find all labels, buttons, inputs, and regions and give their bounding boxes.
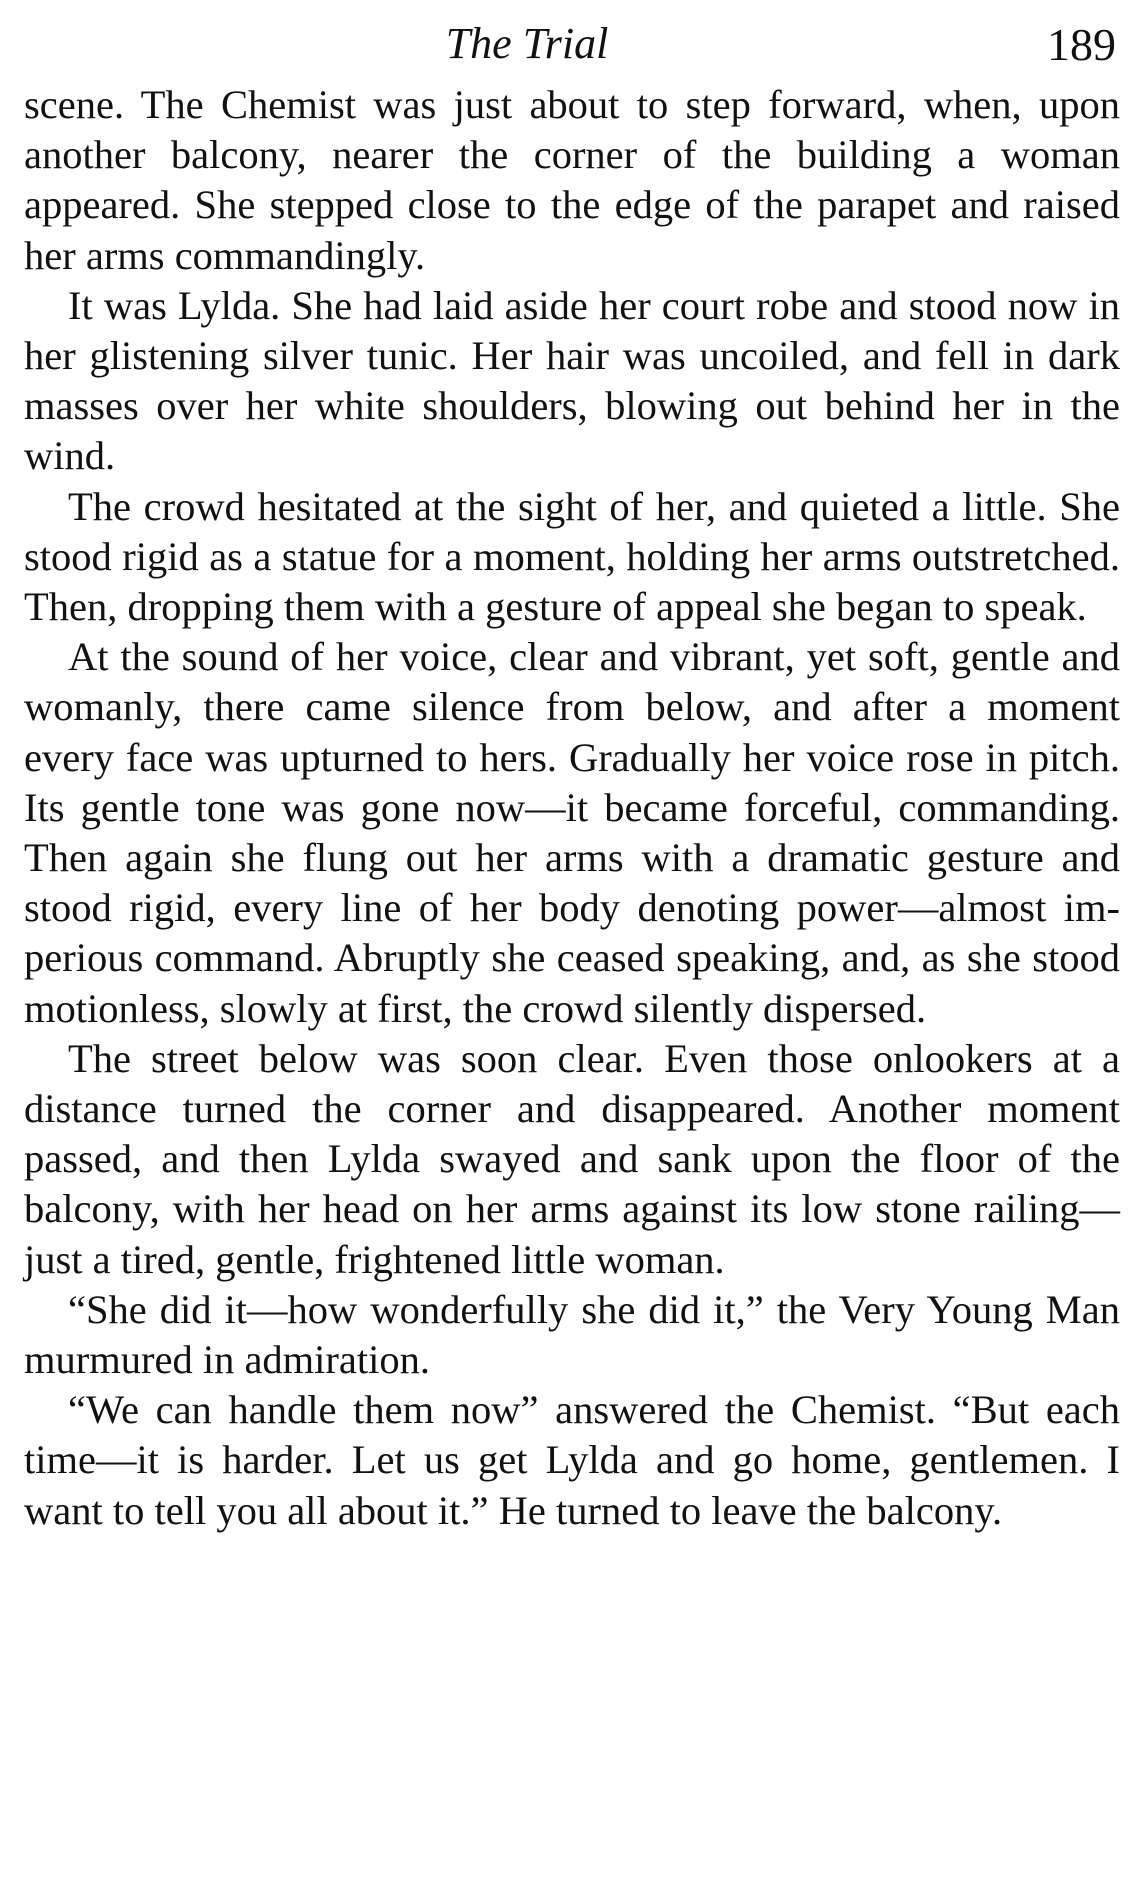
page-number: 189	[1047, 19, 1116, 70]
running-head	[24, 14, 1120, 80]
paragraph: It was Lylda. She had laid aside her court robe and stood now in her glistening silver tunic. Her hair was uncoiled, and fell in dark masses over her white shoulders, blowing out behind her in the wind.	[24, 282, 1120, 479]
body-text	[24, 80, 1120, 1536]
paragraph: “She did it—how wonderfully she did it,” the Very Young Man murmured in admiration.	[24, 1286, 1120, 1383]
paragraph: “We can handle them now” answered the Chemist. “But each time—it is harder. Let us get Lylda and go home, gentlemen. I want to tell you all about it.” He turned to leave the balcony.	[24, 1387, 1120, 1533]
running-title: The Trial	[445, 19, 609, 68]
book-page	[24, 14, 1120, 1536]
paragraph: scene. The Chemist was just about to step forward, when, upon another balcony, nearer the corner of the building a woman appeared. She stepped close to the edge of the parapet and raised her arms commandingly.	[24, 82, 1120, 278]
paragraph: The street below was soon clear. Even those onlookers at a distance turned the corner and disappeared. Another moment passed, and then Lylda swayed and sank upon the floor of the balcony, with her head on her arms against its low stone railing—just a tired, gentle, frightened little woman.	[24, 1035, 1120, 1282]
paragraph: At the sound of her voice, clear and vibrant, yet soft, gentle and womanly, there came silence from below, and after a moment every face was upturned to hers. Gradually her voice rose in pitch. Its gentle tone was gone now—it became forceful, commanding. Then again she flung out her arms with a dramatic gesture and stood rigid, every line of her body denoting power—almost imperious command. Abruptly she ceased speaking, and, as she stood motionless, slowly at first, the crowd silently dispersed.	[24, 634, 1120, 1031]
paragraph: The crowd hesitated at the sight of her, and quieted a little. She stood rigid as a statue for a moment, holding her arms outstretched. Then, dropping them with a gesture of appeal she began to speak.	[24, 483, 1120, 630]
